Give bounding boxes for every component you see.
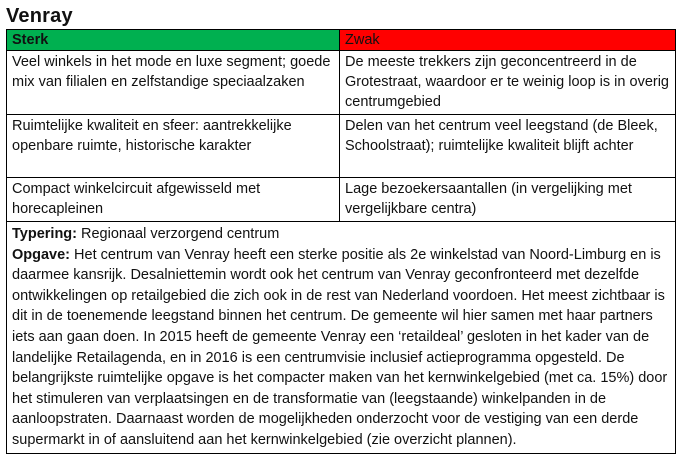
description-row bbox=[7, 222, 676, 454]
opgave-text: Het centrum van Venray heeft een sterke positie als 2e winkelstad van Noord-Limburg en is daarmee kansrijk. Desalniettemin wordt ook het centrum van Venray geconfronteerd met dezelfde ontwikkelingen op retailgebied die zich ook in de rest van Nederland voordoen. Het meest zichtbaar is dit in de toenemende leegstand binnen het centrum. De gemeente wil hier samen met haar partners iets aan gaan doen. In 2015 heeft de gemeente Venray een ‘retaildeal’ gesloten in het kader van de landelijke Retailagenda, en in 2016 is een centrumvisie inclusief actieprogramma opgesteld. De belangrijkste ruimtelijke opgave is het compacter maken van het kernwinkelgebied (met ca. 15%) door het stimuleren van verplaatsingen en de transformatie van (leegstaande) winkelpanden in de aanloopstraten. Daarnaast worden de mogelijkheden onderzocht voor de vestiging van een derde supermarkt in of aansluitend aan het kernwinkelgebied (zie overzicht plannen). bbox=[12, 246, 668, 448]
weak-cell: De meeste trekkers zijn geconcentreerd in de Grotestraat, waardoor er te weinig loop is in overig centrumgebied bbox=[340, 51, 676, 115]
typering-text: Regionaal verzorgend centrum bbox=[76, 226, 280, 242]
page-title: Venray bbox=[6, 5, 73, 27]
table-row bbox=[7, 115, 676, 178]
strong-cell: Veel winkels in het mode en luxe segment; goede mix van filialen en zelfstandige speciaalzaken bbox=[7, 51, 340, 115]
weak-cell: Lage bezoekersaantallen (in vergelijking met vergelijkbare centra) bbox=[340, 178, 676, 222]
strong-cell: Compact winkelcircuit afgewisseld met horecapleinen bbox=[7, 178, 340, 222]
strong-cell: Ruimtelijke kwaliteit en sfeer: aantrekkelijke openbare ruimte, historische karakter bbox=[7, 115, 340, 178]
opgave-label: Opgave: bbox=[12, 246, 71, 263]
table-row bbox=[7, 178, 676, 222]
swot-table bbox=[6, 29, 676, 454]
header-strong: Sterk bbox=[7, 30, 340, 51]
description-cell bbox=[7, 222, 676, 454]
opgave-paragraph bbox=[12, 245, 670, 451]
typering-label: Typering: bbox=[12, 226, 77, 242]
weak-cell: Delen van het centrum veel leegstand (de Bleek, Schoolstraat); ruimtelijke kwaliteit blijft achter bbox=[340, 115, 676, 178]
table-row bbox=[7, 51, 676, 115]
header-weak: Zwak bbox=[340, 30, 676, 51]
typering-paragraph bbox=[12, 224, 670, 245]
header-row bbox=[7, 30, 676, 51]
